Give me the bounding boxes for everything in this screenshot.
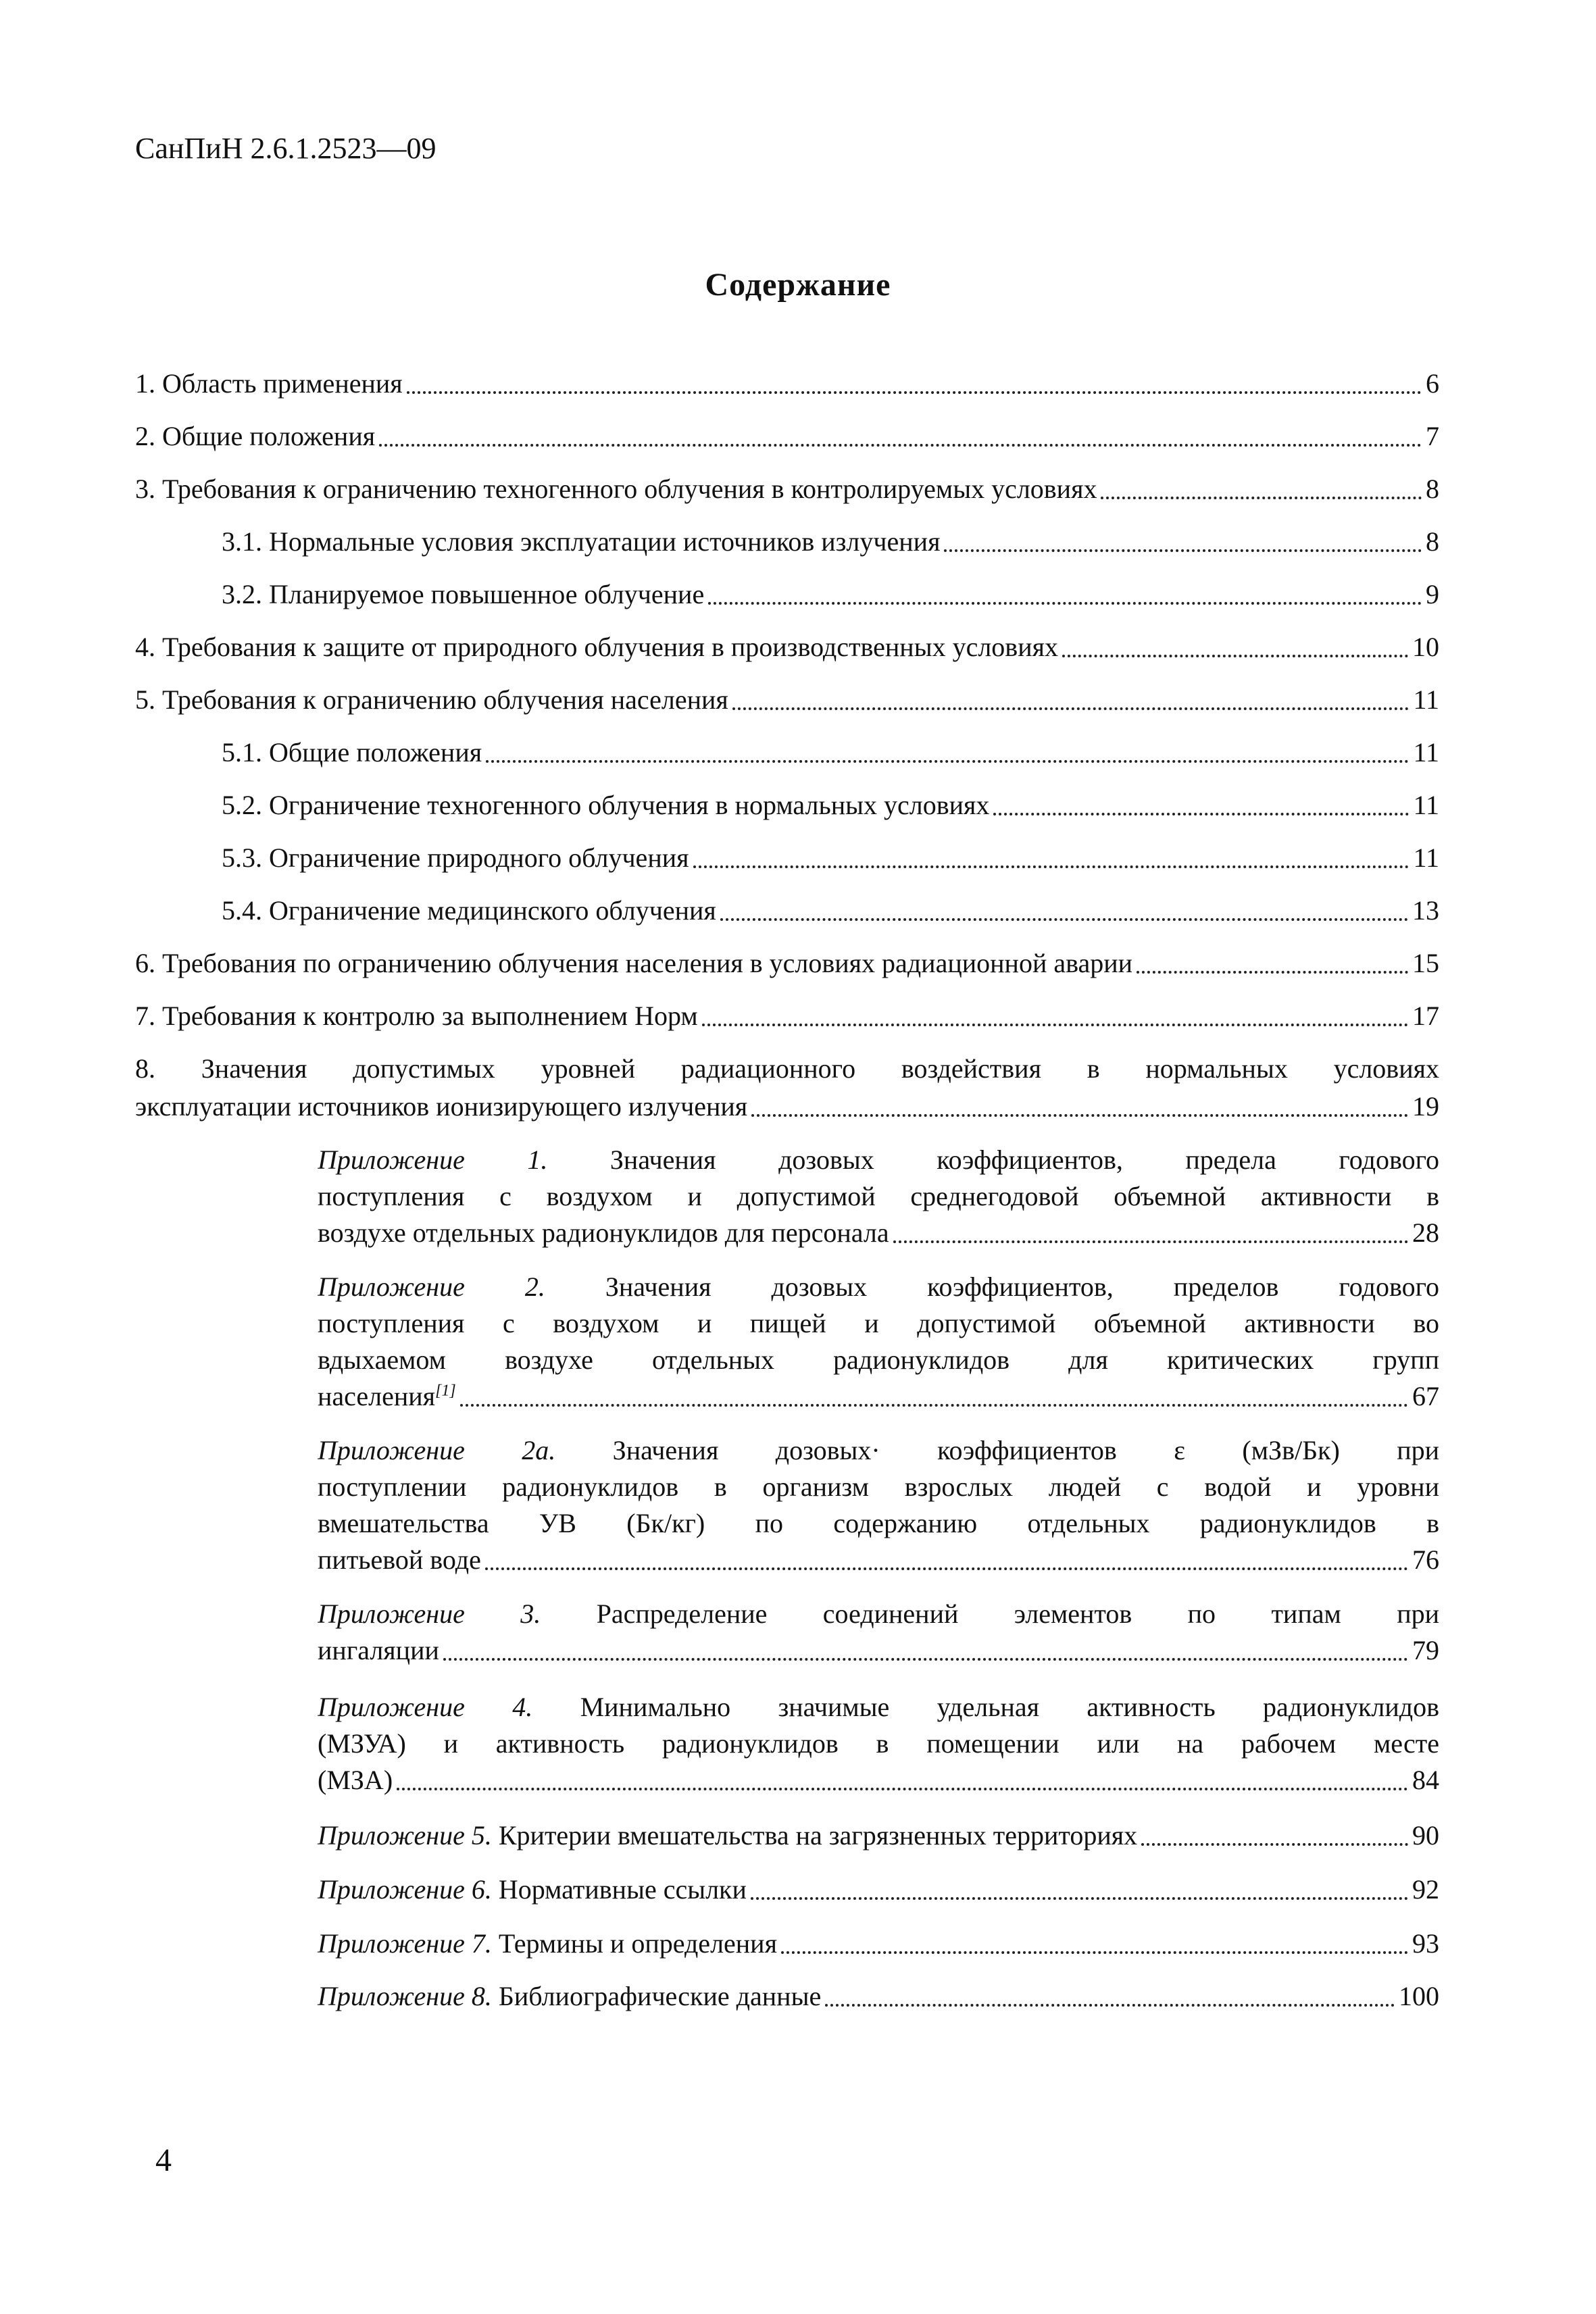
- dot-leader: [751, 1897, 1408, 1900]
- toc-entry-label: 4. Требования к защите от природного облучения в производственных условиях: [135, 632, 1058, 662]
- appendix-text: ингаляции: [318, 1635, 439, 1665]
- toc-appendix-2[interactable]: [318, 1269, 1439, 1415]
- dot-leader: [732, 707, 1410, 710]
- toc-page-number: 76: [1412, 1544, 1439, 1575]
- appendix-prefix: Приложение 8.: [318, 1981, 492, 2011]
- toc-entry-label: 5. Требования к ограничению облучения населения: [135, 684, 728, 715]
- appendix-prefix: Приложение 1.: [318, 1145, 548, 1175]
- dot-leader: [944, 549, 1422, 552]
- toc-page-number: 13: [1412, 895, 1439, 926]
- dot-leader: [708, 602, 1422, 605]
- toc-appendix-4[interactable]: [318, 1689, 1439, 1799]
- toc-entry-2[interactable]: [135, 418, 1439, 455]
- appendix-text: поступлении радионуклидов в организм взрослых людей с водой и уровни: [318, 1472, 1439, 1502]
- appendix-text: поступления с воздухом и допустимой среднегодовой объемной активности в: [318, 1181, 1439, 1211]
- appendix-prefix: Приложение 6.: [318, 1874, 492, 1905]
- dot-leader: [781, 1951, 1408, 1954]
- appendix-text: Минимально значимые удельная активность радионуклидов: [580, 1692, 1439, 1722]
- dot-leader: [1141, 1843, 1408, 1846]
- toc-appendix-2a[interactable]: [318, 1432, 1439, 1578]
- toc-page-number: 11: [1413, 842, 1439, 873]
- toc-entry-7[interactable]: [135, 997, 1439, 1035]
- toc-page-number: 10: [1412, 632, 1439, 662]
- toc-appendix-3[interactable]: [318, 1596, 1439, 1669]
- toc-entry-label: эксплуатации источников ионизирующего излучения: [135, 1091, 748, 1122]
- dot-leader: [893, 1240, 1408, 1243]
- toc-page-number: 92: [1412, 1874, 1439, 1905]
- toc-page-number: 11: [1413, 684, 1439, 715]
- dot-leader: [1062, 655, 1408, 657]
- toc-entry-label: 5.4. Ограничение медицинского облучения: [222, 895, 716, 926]
- appendix-prefix: Приложение 5.: [318, 1820, 492, 1851]
- appendix-text: Значения дозовых· коэффициентов ε (мЗв/Бк) при: [612, 1435, 1439, 1465]
- dot-leader: [720, 918, 1408, 921]
- appendix-prefix: Приложение 2а.: [318, 1435, 556, 1465]
- toc-page-number: 6: [1426, 368, 1439, 399]
- toc-entry-5-3[interactable]: [222, 839, 1439, 877]
- dot-leader: [702, 1024, 1408, 1026]
- appendix-prefix: Приложение 7.: [318, 1928, 492, 1959]
- toc-entry-4[interactable]: [135, 628, 1439, 666]
- toc-page-number: 8: [1426, 526, 1439, 557]
- appendix-text: поступления с воздухом и пищей и допустимой объемной активности во: [318, 1308, 1439, 1338]
- appendix-text: (МЗА): [318, 1765, 393, 1795]
- toc-appendix-6[interactable]: [318, 1871, 1439, 1908]
- appendix-text: Критерии вмешательства на загрязненных территориях: [498, 1820, 1138, 1851]
- dot-leader: [486, 760, 1409, 763]
- toc-entry-label: 3. Требования к ограничению техногенного облучения в контролируемых условиях: [135, 474, 1097, 504]
- toc-entry-label: 8. Значения допустимых уровней радиационного воздействия в нормальных условиях: [135, 1053, 1439, 1084]
- toc-entry-5[interactable]: [135, 681, 1439, 719]
- toc-entry-label: 5.3. Ограничение природного облучения: [222, 842, 689, 873]
- toc-page-number: 93: [1412, 1928, 1439, 1959]
- appendix-text: Термины и определения: [498, 1928, 777, 1959]
- dot-leader: [379, 444, 1422, 447]
- dot-leader: [1101, 497, 1422, 499]
- toc-appendix-5[interactable]: [318, 1817, 1439, 1854]
- footnote-reference[interactable]: [1]: [435, 1382, 456, 1400]
- toc-page-number: 19: [1412, 1091, 1439, 1122]
- toc-appendix-7[interactable]: [318, 1926, 1439, 1962]
- appendix-text: питьевой воде: [318, 1544, 481, 1575]
- toc-page-number: 90: [1412, 1820, 1439, 1851]
- dot-leader: [485, 1567, 1408, 1570]
- dot-leader: [993, 813, 1409, 815]
- appendix-text: воздухе отдельных радионуклидов для персонала: [318, 1217, 889, 1248]
- toc-entry-3-2[interactable]: [222, 576, 1439, 613]
- appendix-text: Значения дозовых коэффициентов, предела годового: [609, 1145, 1439, 1175]
- dot-leader: [751, 1114, 1408, 1117]
- toc-entry-label: 1. Область применения: [135, 368, 403, 399]
- toc-entry-1[interactable]: [135, 365, 1439, 403]
- toc-entry-label: 6. Требования по ограничению облучения населения в условиях радиационной аварии: [135, 948, 1133, 978]
- dot-leader: [460, 1404, 1408, 1407]
- toc-page-number: 8: [1426, 474, 1439, 504]
- toc-entry-6[interactable]: [135, 945, 1439, 982]
- appendix-text: вдыхаемом воздухе отдельных радионуклидов для критических групп: [318, 1344, 1439, 1375]
- toc-entry-label: 5.1. Общие положения: [222, 737, 482, 768]
- appendix-text: Распределение соединений элементов по типам при: [596, 1599, 1439, 1629]
- toc-entry-3[interactable]: [135, 470, 1439, 508]
- toc-entry-5-2[interactable]: [222, 786, 1439, 824]
- toc-page-number: 17: [1412, 1001, 1439, 1031]
- toc-entry-3-1[interactable]: [222, 523, 1439, 561]
- toc-entry-8[interactable]: [135, 1050, 1439, 1126]
- toc-entry-label: 3.1. Нормальные условия эксплуатации источников излучения: [222, 526, 941, 557]
- toc-entry-5-1[interactable]: [222, 734, 1439, 772]
- appendix-text: Нормативные ссылки: [498, 1874, 747, 1905]
- toc-entry-label: 7. Требования к контролю за выполнением Норм: [135, 1001, 698, 1031]
- appendix-prefix: Приложение 3.: [318, 1599, 541, 1629]
- dot-leader: [397, 1788, 1408, 1790]
- toc-page-number: 11: [1413, 790, 1439, 820]
- toc-page-number: 9: [1426, 579, 1439, 609]
- toc-page-number: 11: [1413, 737, 1439, 768]
- toc-page-number: 7: [1426, 421, 1439, 451]
- appendix-prefix: Приложение 4.: [318, 1692, 533, 1722]
- appendix-text: Библиографические данные: [498, 1981, 822, 2011]
- appendix-text: населения: [318, 1381, 436, 1411]
- toc-entry-5-4[interactable]: [222, 892, 1439, 930]
- document-code: СанПиН 2.6.1.2523—09: [135, 132, 437, 165]
- toc-appendix-8[interactable]: [318, 1978, 1439, 2015]
- dot-leader: [1137, 971, 1408, 974]
- appendix-text: (МЗУА) и активность радионуклидов в помещении или на рабочем месте: [318, 1728, 1439, 1759]
- toc-entry-label: 5.2. Ограничение техногенного облучения в нормальных условиях: [222, 790, 990, 820]
- toc-entry-label: 2. Общие положения: [135, 421, 376, 451]
- page-title: Содержание: [705, 267, 891, 303]
- dot-leader: [407, 391, 1422, 394]
- dot-leader: [825, 2004, 1395, 2007]
- toc-page-number: 28: [1412, 1217, 1439, 1248]
- appendix-prefix: Приложение 2.: [318, 1272, 545, 1302]
- toc-entry-label: 3.2. Планируемое повышенное облучение: [222, 579, 705, 609]
- appendix-text: вмешательства УВ (Бк/кг) по содержанию отдельных радионуклидов в: [318, 1508, 1439, 1538]
- appendix-text: Значения дозовых коэффициентов, пределов годового: [605, 1272, 1439, 1302]
- toc-page-number: 67: [1412, 1381, 1439, 1411]
- page-number: 4: [155, 2142, 172, 2178]
- toc-page-number: 79: [1412, 1635, 1439, 1665]
- dot-leader: [443, 1658, 1408, 1661]
- toc-page-number: 84: [1412, 1765, 1439, 1795]
- toc-page-number: 15: [1412, 948, 1439, 978]
- toc-appendix-1[interactable]: [318, 1142, 1439, 1251]
- dot-leader: [693, 865, 1410, 868]
- toc-page-number: 100: [1399, 1981, 1439, 2011]
